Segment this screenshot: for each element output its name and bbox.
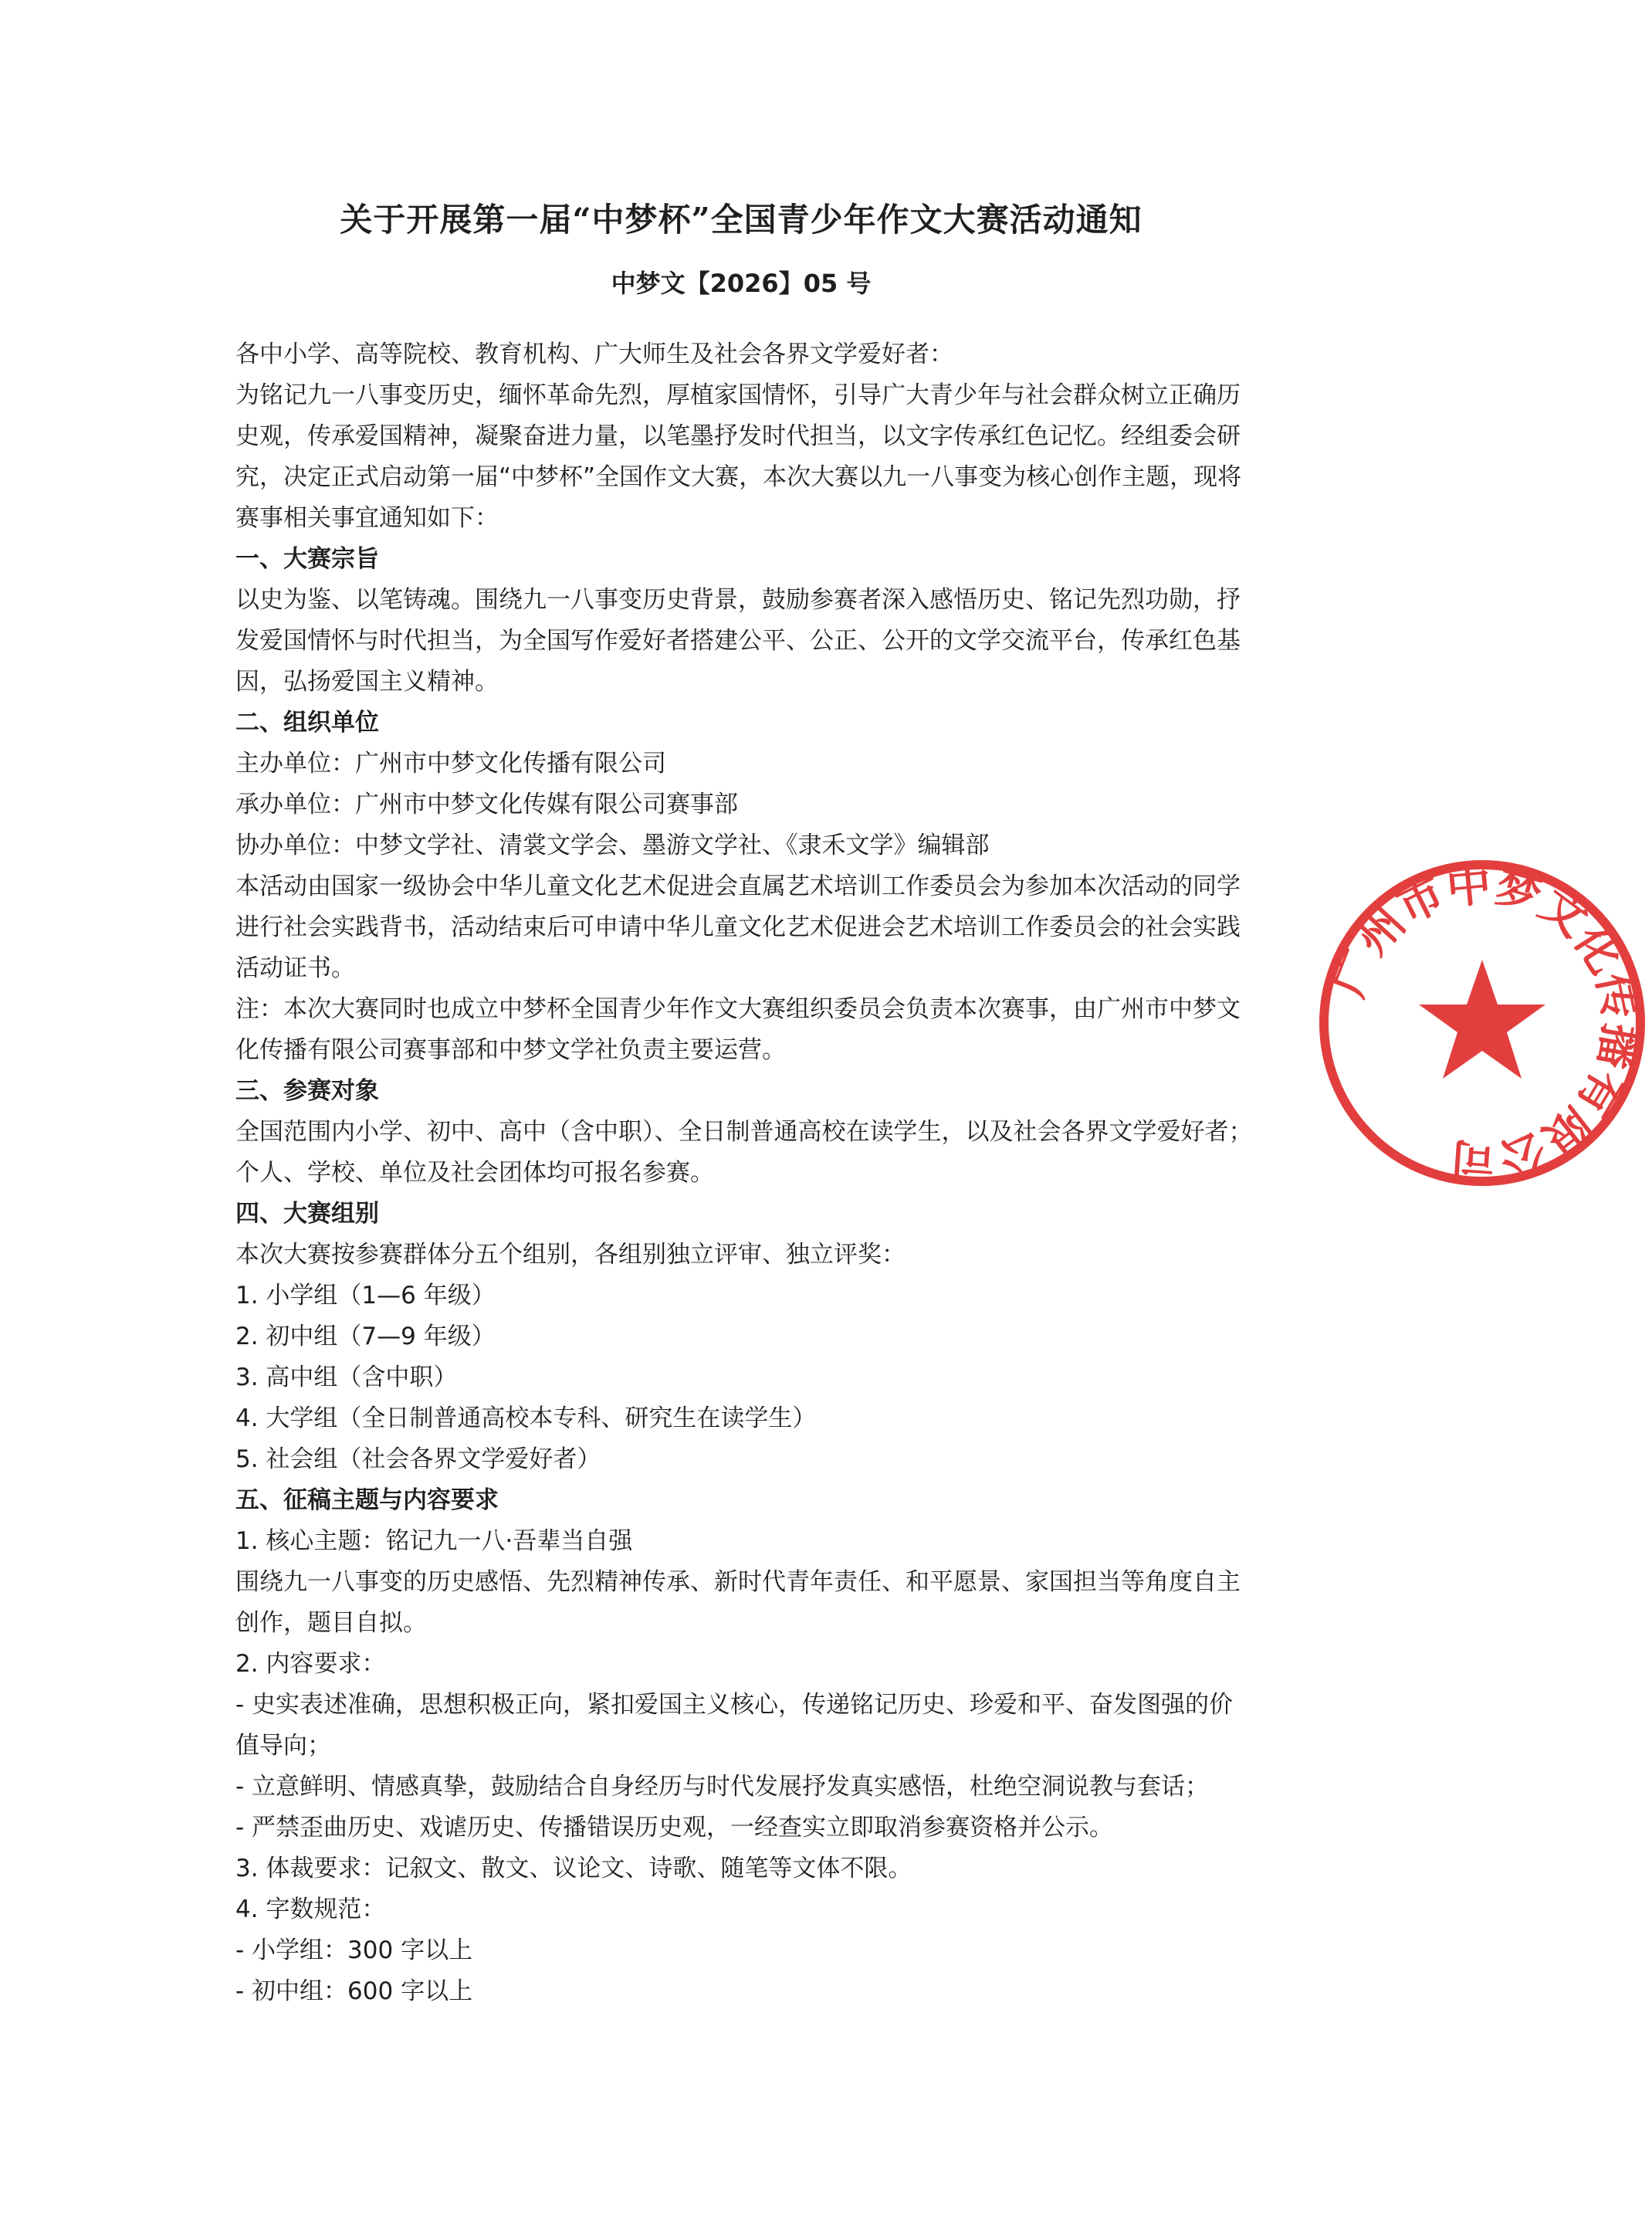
groups-intro: 本次大赛按参赛群体分五个组别，各组别独立评审、独立评奖： (235, 1241, 906, 1269)
participants-paragraph: 全国范围内小学、初中、高中（含中职）、全日制普通高校在读学生，以及社会各界文学爱好者；个人、学校、单位及社会团体均可报名参赛。 (235, 1118, 1253, 1187)
list-item: - 史实表述准确，思想积极正向，紧扣爱国主义核心，传递铭记历史、珍爱和平、奋发图强的价值导向； (235, 1691, 1234, 1760)
section-heading-participants: 三、参赛对象 (235, 1077, 379, 1105)
content-requirements-label: 2. 内容要求： (235, 1650, 386, 1678)
section-heading-theme: 五、征稿主题与内容要求 (235, 1486, 499, 1514)
theme-label: 1. 核心主题：铭记九一八·吾辈当自强 (235, 1527, 633, 1555)
seal-lettering: 广州市中梦文化传播有限公司 (1321, 858, 1647, 1188)
endorsement-note: 本活动由国家一级协会中华儿童文化艺术促进会直属艺术培训工作委员会为参加本次活动的同学进行社会实践背书，活动结束后可申请中华儿童文化艺术促进会艺术培训工作委员会的社会实践活动证书。 (235, 872, 1241, 982)
list-item: - 小学组：300 字以上 (235, 1936, 473, 1964)
document-title: 关于开展第一届“中梦杯”全国青少年作文大赛活动通知 (340, 201, 1143, 239)
committee-note: 注：本次大赛同时也成立中梦杯全国青少年作文大赛组织委员会负责本次赛事，由广州市中梦文化传播有限公司赛事部和中梦文学社负责主要运营。 (235, 995, 1241, 1064)
list-item: - 立意鲜明、情感真挚，鼓励结合自身经历与时代发展抒发真实感悟，杜绝空洞说教与套话； (235, 1773, 1210, 1801)
company-seal-stamp (1312, 853, 1652, 1193)
seal-graphic (1322, 858, 1647, 1188)
organizer-unit: 承办单位：广州市中梦文化传媒有限公司赛事部 (235, 791, 738, 818)
list-item: 4. 大学组（全日制普通高校本专科、研究生在读学生） (235, 1404, 817, 1432)
purpose-paragraph: 以史为鉴、以笔铸魂。围绕九一八事变历史背景，鼓励参赛者深入感悟历史、铭记先烈功勋，抒发爱国情怀与时代担当，为全国写作爱好者搭建公平、公正、公开的文学交流平台，传承红色基因，弘扬爱国主义精神。 (235, 586, 1241, 696)
document-body (235, 334, 1254, 2012)
genre-requirements: 3. 体裁要求：记叙文、散文、议论文、诗歌、随笔等文体不限。 (235, 1855, 912, 1882)
section-heading-groups: 四、大赛组别 (235, 1200, 379, 1228)
theme-paragraph: 围绕九一八事变的历史感悟、先烈精神传承、新时代青年责任、和平愿景、家国担当等角度自主创作，题目自拟。 (235, 1568, 1241, 1637)
section-heading-purpose: 一、大赛宗旨 (235, 545, 379, 573)
list-item: - 初中组：600 字以上 (235, 1977, 473, 2005)
salutation: 各中小学、高等院校、教育机构、广大师生及社会各界文学爱好者： (235, 341, 953, 368)
star-icon (1419, 960, 1545, 1079)
list-item: 5. 社会组（社会各界文学爱好者） (235, 1445, 601, 1473)
document-number: 中梦文【2026】05 号 (611, 269, 872, 298)
section-heading-organizers: 二、组织单位 (235, 709, 379, 737)
co-organizer-unit: 协办单位：中梦文学社、清裳文学会、墨游文学社、《隶禾文学》编辑部 (235, 832, 990, 859)
host-unit: 主办单位：广州市中梦文化传播有限公司 (235, 750, 666, 778)
list-item: 1. 小学组（1—6 年级） (235, 1282, 496, 1310)
list-item: 3. 高中组（含中职） (235, 1364, 458, 1391)
intro-paragraph: 为铭记九一八事变历史，缅怀革命先烈，厚植家国情怀，引导广大青少年与社会群众树立正确历史观，传承爱国精神，凝聚奋进力量，以笔墨抒发时代担当，以文字传承红色记忆。经组委会研究，决定正式启动第一届“中梦杯”全国作文大赛，本次大赛以九一八事变为核心创作主题，现将赛事相关事宜通知如下： (235, 381, 1242, 532)
list-item: 2. 初中组（7—9 年级） (235, 1323, 496, 1350)
word-count-label: 4. 字数规范： (235, 1896, 386, 1923)
list-item: - 严禁歪曲历史、戏谑历史、传播错误历史观，一经查实立即取消参赛资格并公示。 (235, 1814, 1114, 1841)
